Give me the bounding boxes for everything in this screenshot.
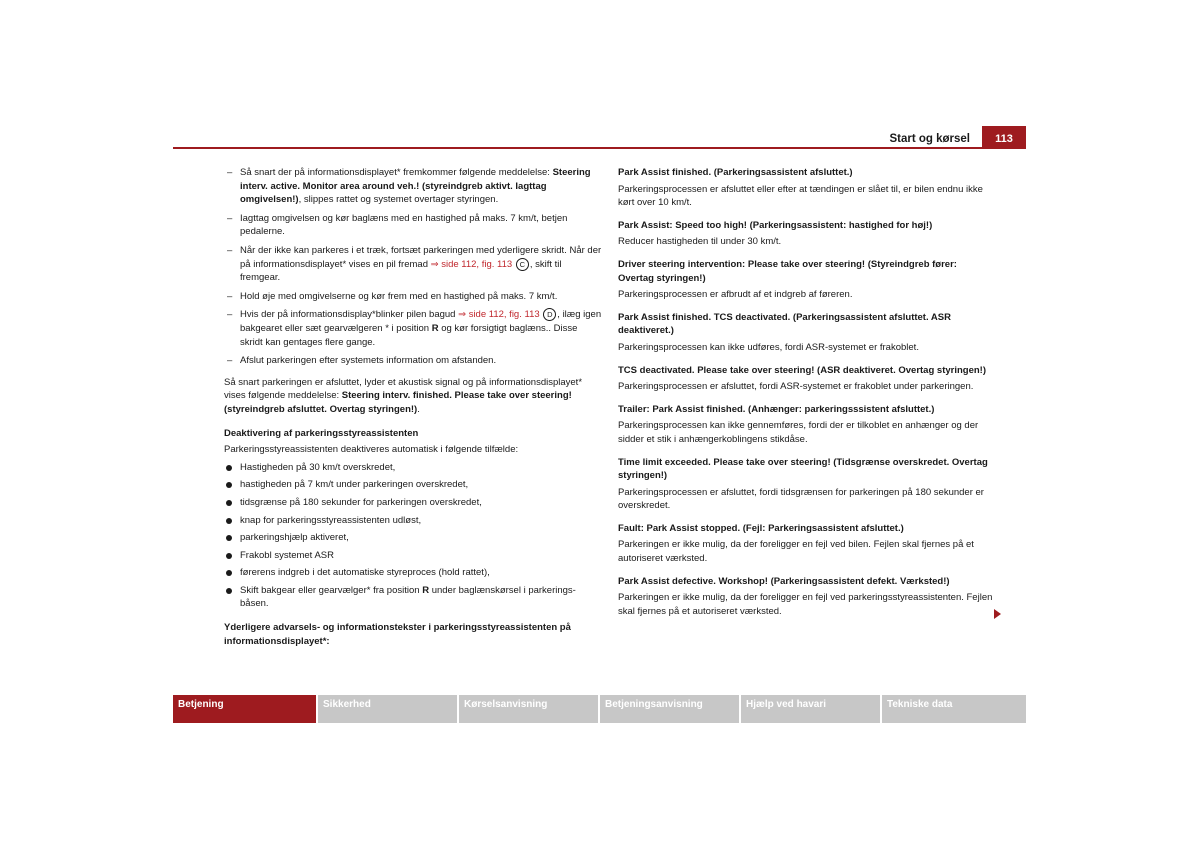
message-description: Reducer hastigheden til under 30 km/t.: [618, 236, 782, 248]
message-description: Parkeringen er ikke mulig, da der foreligger en fejl ved bilen. Fejlen skal fjernes på et autoriseret værksted.: [618, 539, 974, 565]
summary-paragraph: [224, 376, 602, 417]
message-description: Parkeringsprocessen kan ikke udføres, fordi ASR-systemet er frakoblet.: [618, 341, 919, 353]
message-description: Parkeringsprocessen er afbrudt af et indgreb af føreren.: [618, 289, 853, 301]
paragraph-text: .: [417, 403, 420, 415]
bullet-icon: [226, 518, 232, 524]
step-text: , skift til fremgear.: [240, 258, 562, 284]
further-heading: Yderligere advarsels- og informationstekster i parkeringsstyreassistenten på informationsdisplayet*:: [224, 622, 571, 647]
dash-mark: –: [227, 290, 233, 302]
message-description: Parkeringsprocessen kan ikke gennemføres, fordi der er tilkoblet en anhænger og der sidder et stik i anhængerkoblingens stikdåse.: [618, 420, 979, 445]
message-description: Parkeringsprocessen er afsluttet, fordi ASR-systemet er frakoblet under parkeringen.: [618, 381, 974, 393]
bullet-icon: [226, 588, 232, 594]
bullet-text: hastigheden på 7 km/t under parkeringen overskredet,: [240, 479, 469, 491]
message-title: TCS deactivated. Please take over steering! (ASR deaktiveret. Overtag styringen!): [618, 364, 986, 376]
gear-position: R: [422, 584, 430, 596]
chapter-title: Start og kørsel: [889, 133, 970, 145]
bullet-text: Skift bakgear eller gearvælger* fra position: [240, 584, 423, 596]
tab-korselsanvisning[interactable]: Kørselsanvisning: [459, 695, 598, 723]
page-header: [173, 126, 1026, 149]
step-text: Iagttag omgivelsen og kør baglæns med en hastighed på maks. 7 km/t, betjen pedalerne.: [240, 212, 568, 238]
tab-sikkerhed[interactable]: Sikkerhed: [318, 695, 457, 723]
step-text: Så snart der på informationsdisplayet* fremkommer følgende meddelelse:: [240, 167, 553, 178]
bullet-item: [224, 514, 602, 528]
bullet-icon: [226, 570, 232, 576]
tab-betjeningsanvisning[interactable]: Betjeningsanvisning: [600, 695, 739, 723]
tab-tekniske-data[interactable]: Tekniske data: [882, 695, 1026, 723]
header-rule: [173, 147, 982, 149]
step-item: [224, 354, 602, 368]
figure-callout-icon: C: [516, 258, 529, 271]
bullet-item: [224, 496, 602, 510]
step-item: [224, 212, 602, 239]
bullet-item: [224, 478, 602, 492]
dash-mark: –: [227, 355, 233, 367]
display-message: Steering interv. finished. Please take over steering! (styreindgreb afsluttet. Overtag styringen!): [224, 390, 572, 415]
message-title: Park Assist defective. Workshop! (Parkeringsassistent defekt. Værksted!): [618, 575, 950, 587]
bullet-item: [224, 531, 602, 545]
bullet-icon: [226, 500, 232, 506]
bullet-item: [224, 549, 602, 563]
step-text: Når der ikke kan parkeres i et træk, fortsæt parkeringen med yderligere skridt. Når der på informationsdisplayet* vises en pil fremad: [240, 244, 602, 270]
deactivation-intro: Parkeringsstyreassistenten deaktiveres automatisk i følgende tilfælde:: [224, 444, 519, 456]
tab-hjaelp-ved-havari[interactable]: Hjælp ved havari: [741, 695, 880, 723]
step-text: Hvis der på informationsdisplay*blinker pilen bagud: [240, 309, 459, 321]
step-text: , slippes rattet og systemet overtager styringen.: [298, 194, 499, 206]
message-title: Park Assist finished. (Parkeringsassistent afsluttet.): [618, 167, 853, 178]
dash-mark: –: [227, 167, 233, 178]
step-text: og kør forsigtigt baglæns.. Disse skridt kan gentages flere gange.: [240, 322, 578, 348]
left-column: [224, 166, 602, 648]
step-text: , ilæg igen bakgearet eller sæt gearvælgeren * i position: [240, 309, 602, 334]
bullet-text: knap for parkeringsstyreassistenten udløst,: [240, 514, 422, 526]
bullet-text: Hastigheden på 30 km/t overskredet,: [240, 461, 396, 473]
step-text: Afslut parkeringen efter systemets information om afstanden.: [240, 355, 497, 367]
deactivation-heading: Deaktivering af parkeringsstyreassistenten: [224, 427, 419, 439]
cross-reference-link[interactable]: ⇒ side 112, fig. 113: [430, 258, 513, 270]
message-description: Parkeringen er ikke mulig, da der foreligger en fejl ved parkeringsstyreassistenten. Fejlen skal fjernes på et autoriseret værksted.: [618, 592, 993, 617]
step-item: [224, 290, 602, 304]
message-title: Time limit exceeded. Please take over steering! (Tidsgrænse overskredet. Overtag styringen!): [618, 456, 988, 482]
message-description: Parkeringsprocessen er afsluttet, fordi tidsgrænsen for parkeringen på 180 sekunder er overskredet.: [618, 486, 984, 512]
display-message: Steering interv. active. Monitor area around veh.! (styreindgreb aktivt. Iagttag omgivelsen!): [240, 167, 591, 206]
bullet-icon: [226, 535, 232, 541]
continue-arrow-icon: [994, 609, 1001, 619]
dash-mark: –: [227, 309, 233, 321]
message-title: Fault: Park Assist stopped. (Fejl: Parkeringsassistent afsluttet.): [618, 522, 904, 534]
step-item: [224, 166, 602, 207]
dash-mark: –: [227, 212, 233, 224]
tab-betjening[interactable]: Betjening: [173, 695, 316, 723]
message-title: Driver steering intervention: Please take over steering! (Styreindgreb fører: Overtag styringen!): [618, 258, 957, 284]
step-item: [224, 244, 602, 285]
dash-mark: –: [227, 244, 233, 256]
bullet-item: [224, 566, 602, 580]
message-description: Parkeringsprocessen er afsluttet eller efter at tændingen er slået til, er bilen endnu ikke kørt over 10 km/t.: [618, 183, 983, 209]
bullet-text: førerens indgreb i det automatiske styreproces (hold rattet),: [240, 567, 490, 579]
figure-callout-icon: D: [543, 308, 556, 321]
bullet-text: Frakobl systemet ASR: [240, 549, 334, 561]
page-number: 113: [982, 126, 1026, 149]
bullet-item: [224, 584, 602, 611]
bullet-icon: [226, 553, 232, 559]
cross-reference-link[interactable]: ⇒ side 112, fig. 113: [458, 309, 540, 321]
bullet-icon: [226, 465, 232, 471]
paragraph-text: Så snart parkeringen er afsluttet, lyder et akustisk signal og på informationsdisplayet* vises følgende meddelelse:: [224, 376, 583, 402]
bullet-text: parkeringshjælp aktiveret,: [240, 532, 349, 544]
section-tabs: [173, 695, 1026, 723]
message-title: Park Assist finished. TCS deactivated. (Parkeringsassistent afsluttet. ASR deaktiveret.): [618, 311, 951, 337]
bullet-item: [224, 461, 602, 475]
message-title: Park Assist: Speed too high! (Parkeringsassistent: hastighed for høj!): [618, 219, 933, 231]
gear-position: R: [431, 322, 439, 334]
step-item: [224, 308, 602, 349]
bullet-text: tidsgrænse på 180 sekunder for parkeringen overskredet,: [240, 496, 482, 508]
step-text: Hold øje med omgivelserne og kør frem med en hastighed på maks. 7 km/t.: [240, 290, 558, 302]
bullet-icon: [226, 482, 232, 488]
right-column: [618, 166, 994, 618]
message-title: Trailer: Park Assist finished. (Anhænger: parkeringsssistent afsluttet.): [618, 403, 935, 415]
bullet-text: under baglænskørsel i parkerings-båsen.: [240, 584, 576, 610]
